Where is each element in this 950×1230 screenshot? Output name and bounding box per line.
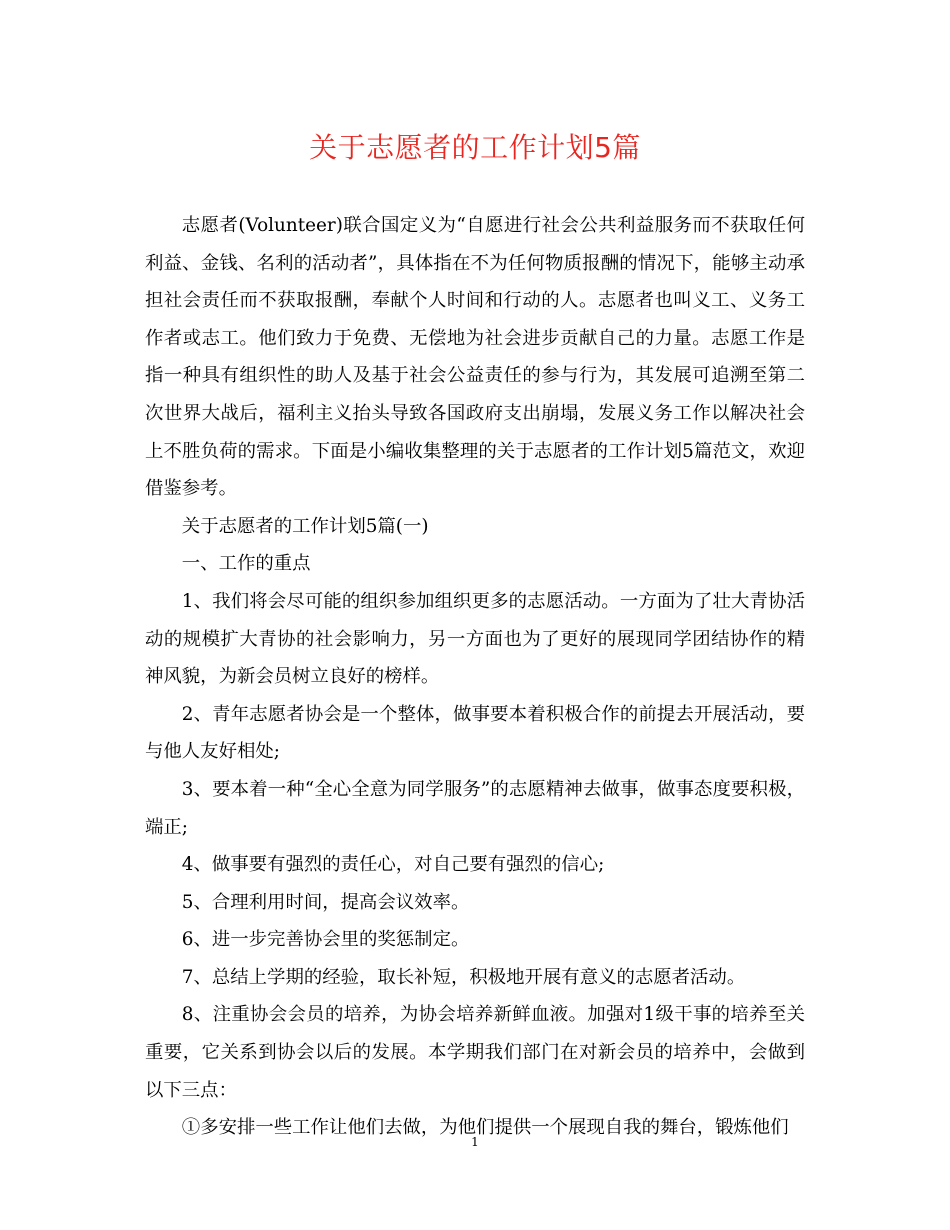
list-item: 6、进一步完善协会里的奖惩制定。 <box>181 929 470 951</box>
page-number: 1 <box>471 1135 479 1149</box>
paragraph-intro: 志愿者(Volunteer)联合国定义为“自愿进行社会公共利益服务而不获取任何利益、金钱、名利的活动者”，具体指在不为任何物质报酬的情况下，能够主动承担社会责任而不获取报酬，奉献个人时间和行动的人。志愿者也叫义工、义务工作者或志工。他们致力于免费、无偿地为社会进步贡献自己的力量。志愿工作是指一种具有组织性的助人及基于社会公益责任的参与行为，其发展可追溯至第二次世界大战后，福利主义抬头导致各国政府支出崩塌，发展义务工作以解决社会上不胜负荷的需求。下面是小编收集整理的关于志愿者的工作计划5篇范文，欢迎借鉴参考。 <box>145 215 805 500</box>
list-item: 3、要本着一种“全心全意为同学服务”的志愿精神去做事，做事态度要积极，端正; <box>145 778 805 838</box>
list-item: 2、青年志愿者协会是一个整体，做事要本着积极合作的前提去开展活动，要与他人友好相处; <box>145 703 805 763</box>
section-heading: 关于志愿者的工作计划5篇(一) <box>181 515 429 537</box>
list-item: 5、合理利用时间，提高会议效率。 <box>181 891 470 913</box>
list-item: 4、做事要有强烈的责任心，对自己要有强烈的信心; <box>181 854 605 876</box>
page-title: 关于志愿者的工作计划5篇 <box>309 131 641 164</box>
document-body <box>145 207 805 1147</box>
list-item: 7、总结上学期的经验，取长补短，积极地开展有意义的志愿者活动。 <box>181 966 746 988</box>
list-item: 1、我们将会尽可能的组织参加组织更多的志愿活动。一方面为了壮大青协活动的规模扩大青协的社会影响力，另一方面也为了更好的展现同学团结协作的精神风貌，为新会员树立良好的榜样。 <box>145 590 805 688</box>
list-item: 8、注重协会会员的培养，为协会培养新鲜血液。加强对1级干事的培养至关重要，它关系到协会以后的发展。本学期我们部门在对新会员的培养中，会做到以下三点： <box>145 1004 805 1101</box>
subsection-heading: 一、工作的重点 <box>181 553 311 575</box>
list-item: ①多安排一些工作让他们去做，为他们提供一个展现自我的舞台，锻炼他们 <box>181 1117 789 1139</box>
